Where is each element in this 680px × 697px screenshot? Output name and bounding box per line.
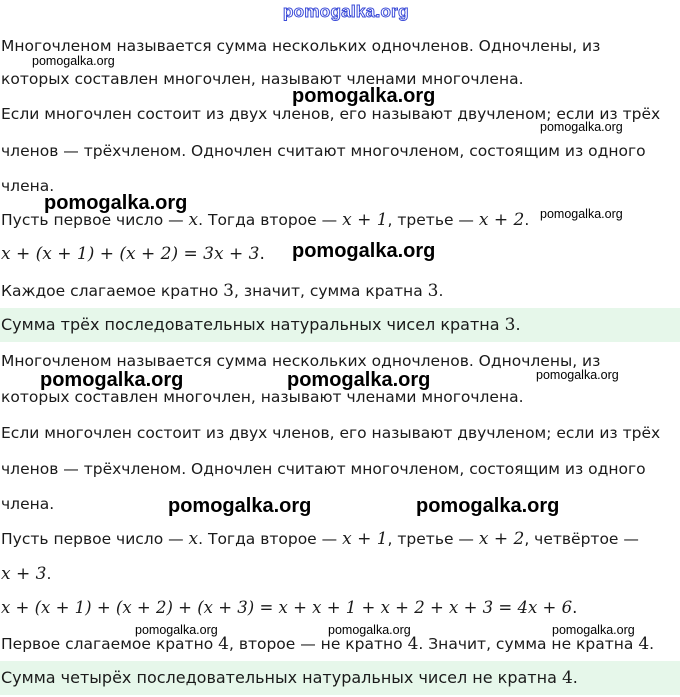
definition-line-5: члена.	[1, 177, 55, 195]
div-prefix: Первое слагаемое кратно	[1, 635, 219, 653]
let-mid-1: . Тогда второе —	[198, 530, 343, 548]
let-end: .	[524, 211, 530, 229]
let-statement-cont	[1, 564, 51, 584]
watermark: pomogalka.org	[32, 54, 115, 68]
definition-line-1: Многочленом называется сумма нескольких одночленов. Одночлены, из	[1, 37, 601, 55]
div-end: .	[438, 282, 444, 300]
conclusion-text: Сумма трёх последовательных натуральных чисел кратна	[1, 315, 505, 334]
definition-line-3: Если многочлен состоит из двух членов, его называют двучленом; если из трёх	[1, 105, 661, 123]
var-x: x	[188, 210, 199, 230]
site-watermark-top: pomogalka.org	[283, 2, 409, 21]
definition-line-1: Многочленом называется сумма нескольких одночленов. Одночлены, из	[1, 352, 601, 370]
sum-equation	[1, 244, 265, 264]
expr-x-plus-2: x + 2	[478, 210, 525, 230]
watermark: pomogalka.org	[44, 192, 188, 214]
watermark: pomogalka.org	[168, 495, 312, 517]
definition-line-4: членов — трёхчленом. Одночлен считают многочленом, состоящим из одного	[1, 142, 646, 160]
expr-x-plus-1: x + 1	[342, 210, 388, 230]
watermark: pomogalka.org	[292, 85, 436, 107]
div-mid-1: , второе — не кратно	[228, 635, 408, 653]
divisibility-statement	[1, 634, 654, 654]
watermark: pomogalka.org	[540, 207, 623, 221]
let-mid-1: . Тогда второе —	[198, 211, 343, 229]
conclusion-text: Сумма четырёх последовательных натуральных чисел не кратна	[1, 668, 562, 687]
expr-x-plus-2: x + 2	[478, 529, 525, 549]
watermark: pomogalka.org	[416, 495, 560, 517]
conclusion-end: .	[515, 315, 521, 334]
div-number-1: 4	[218, 634, 229, 654]
sum-end: .	[572, 598, 578, 617]
conclusion-number: 3	[504, 315, 516, 335]
let-prefix: Пусть первое число —	[1, 530, 189, 548]
definition-line-2: которых составлен многочлен, называют членами многочлена.	[1, 70, 524, 88]
div-number-1: 3	[223, 281, 234, 301]
watermark: pomogalka.org	[540, 120, 623, 134]
var-x: x	[188, 529, 199, 549]
definition-line-5: члена.	[1, 495, 55, 513]
conclusion-end: .	[572, 668, 578, 687]
sum-end: .	[259, 244, 265, 264]
let-prefix: Пусть первое число —	[1, 211, 189, 229]
watermark: pomogalka.org	[287, 369, 431, 391]
expr-x-plus-3: x + 3	[1, 564, 47, 584]
conclusion-statement	[1, 668, 578, 688]
let-mid-3: , четвёртое —	[524, 530, 639, 548]
div-mid-2: . Значит, сумма не кратна	[418, 635, 639, 653]
let-mid-2: , третье —	[387, 211, 479, 229]
watermark: pomogalka.org	[135, 623, 218, 637]
div-number-2: 4	[407, 634, 419, 654]
let-statement	[1, 529, 639, 549]
watermark: pomogalka.org	[292, 240, 436, 262]
sum-expression: x + (x + 1) + (x + 2) = 3x + 3	[1, 244, 260, 264]
conclusion-statement	[1, 315, 521, 335]
div-end: .	[649, 635, 655, 653]
definition-line-3: Если многочлен состоит из двух членов, его называют двучленом; если из трёх	[1, 424, 661, 442]
sum-equation	[1, 598, 577, 618]
definition-line-4: членов — трёхчленом. Одночлен считают многочленом, состоящим из одного	[1, 460, 646, 478]
div-prefix: Каждое слагаемое кратно	[1, 282, 224, 300]
expr-x-plus-1: x + 1	[342, 529, 388, 549]
let-mid-2: , третье —	[387, 530, 479, 548]
conclusion-number: 4	[561, 668, 573, 688]
divisibility-statement	[1, 281, 443, 301]
sum-expression: x + (x + 1) + (x + 2) + (x + 3) = x + x + 1 + x + 2 + x + 3 = 4x + 6	[1, 598, 573, 617]
div-number-2: 3	[427, 281, 439, 301]
div-mid: , значит, сумма кратна	[233, 282, 428, 300]
watermark: pomogalka.org	[552, 623, 635, 637]
definition-line-2: которых составлен многочлен, называют членами многочлена.	[1, 388, 524, 406]
let-end: .	[46, 565, 52, 583]
watermark: pomogalka.org	[40, 369, 184, 391]
watermark: pomogalka.org	[536, 368, 619, 382]
div-number-3: 4	[638, 634, 650, 654]
watermark: pomogalka.org	[328, 623, 411, 637]
